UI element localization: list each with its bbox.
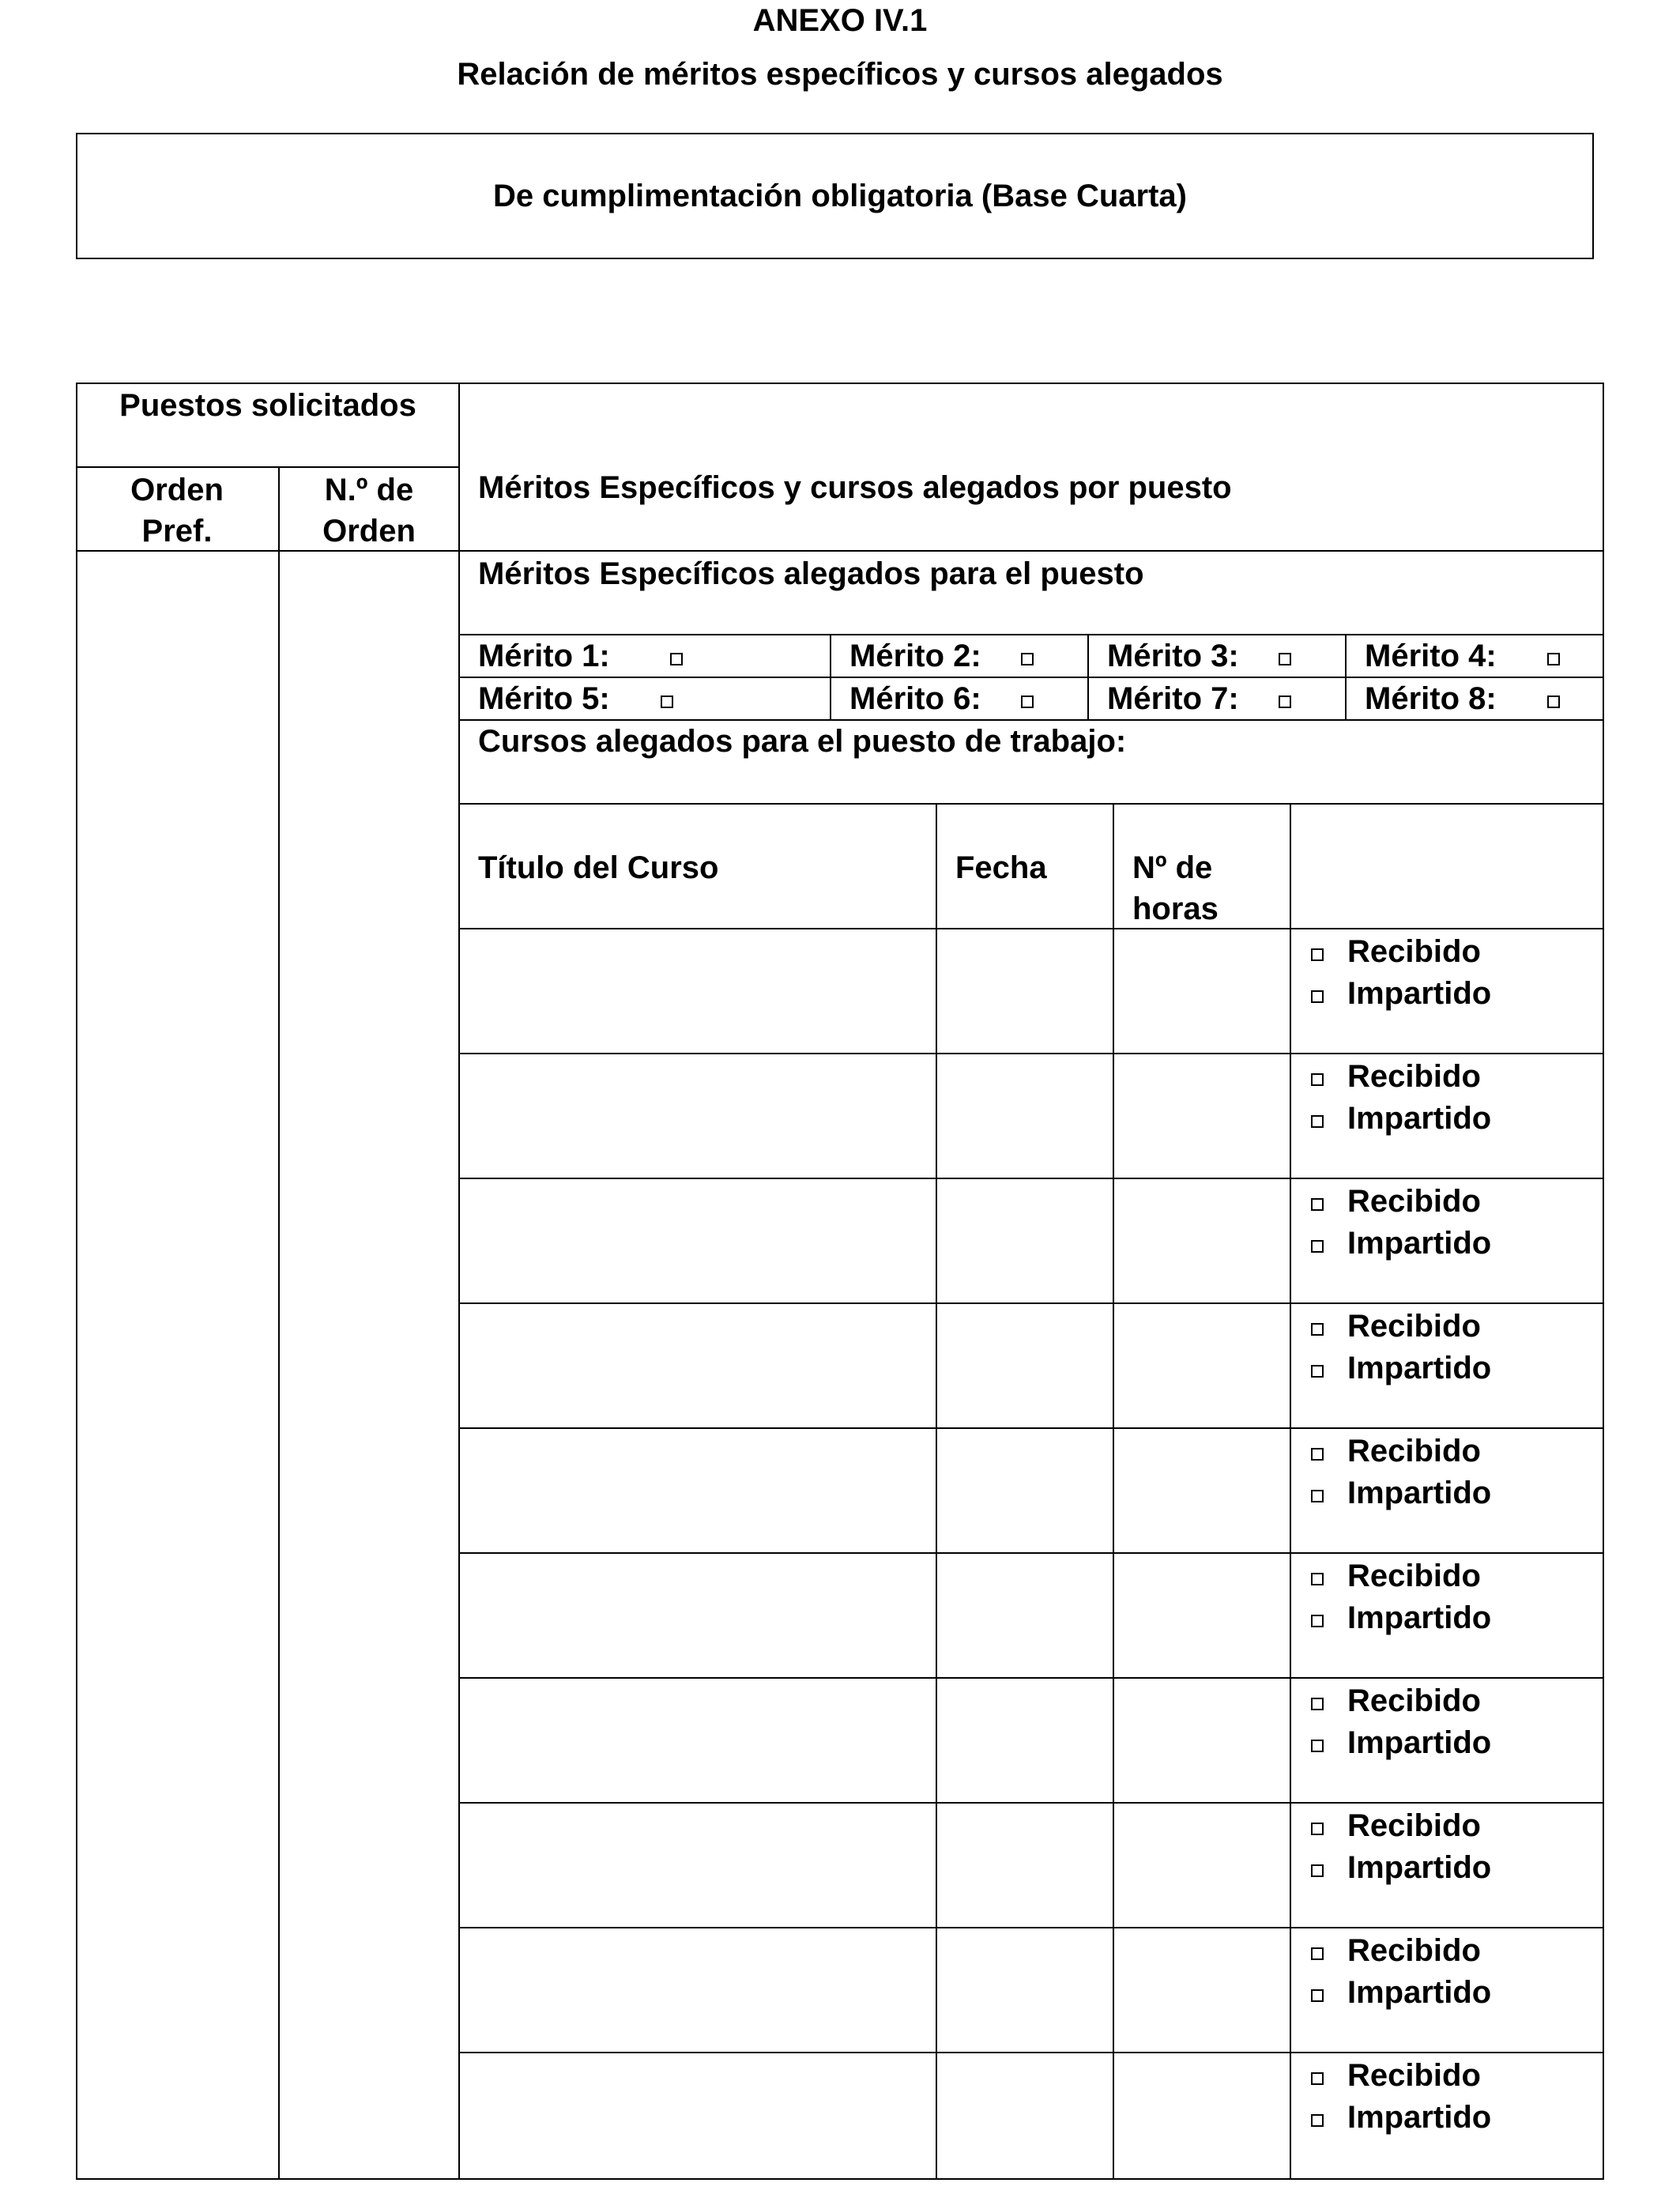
- merit-2-label: Mérito 2:: [849, 639, 981, 673]
- course-hours-header-2: horas: [1132, 892, 1219, 926]
- checkbox-icon: [1311, 1989, 1324, 2002]
- checkbox-icon: [1311, 1323, 1324, 1336]
- merit-6-label: Mérito 6:: [849, 681, 981, 716]
- merit-1-label: Mérito 1:: [478, 639, 610, 673]
- checkbox-icon: [1311, 1365, 1324, 1378]
- merits-header: Méritos Específicos y cursos alegados por puesto: [478, 470, 1232, 505]
- order-pref-label-1: Orden: [130, 473, 224, 507]
- checkbox-icon: [1311, 1740, 1324, 1752]
- merit-4-checkbox[interactable]: [1547, 653, 1560, 665]
- checkbox-icon: [1311, 1615, 1324, 1627]
- checkbox-icon: [1311, 2072, 1324, 2085]
- order-no-label-1: N.º de: [324, 473, 414, 507]
- merit-3-checkbox[interactable]: [1279, 653, 1291, 665]
- courses-section-title: Cursos alegados para el puesto de trabajo:: [478, 724, 1127, 759]
- order-pref-label-2: Pref.: [141, 514, 213, 548]
- merit-6-checkbox[interactable]: [1021, 696, 1034, 708]
- checkbox-icon: [1311, 1573, 1324, 1585]
- document-title: Relación de méritos específicos y cursos alegados: [457, 57, 1223, 92]
- merit-8-checkbox[interactable]: [1547, 696, 1560, 708]
- course-hours-header-1: Nº de: [1132, 850, 1213, 885]
- checkbox-icon: [1311, 1823, 1324, 1835]
- checkbox-icon: [1311, 1115, 1324, 1128]
- merit-8-label: Mérito 8:: [1365, 681, 1497, 716]
- positions-header: Puestos solicitados: [119, 388, 416, 423]
- merit-1-checkbox[interactable]: [670, 653, 683, 665]
- checkbox-icon: [1311, 1240, 1324, 1253]
- annex-title: ANEXO IV.1: [752, 3, 928, 38]
- checkbox-icon: [1311, 1864, 1324, 1877]
- checkbox-icon: [1311, 1198, 1324, 1211]
- merit-7-label: Mérito 7:: [1107, 681, 1239, 716]
- checkbox-icon: [1311, 1073, 1324, 1086]
- course-date-header: Fecha: [955, 850, 1047, 885]
- checkbox-icon: [1311, 1448, 1324, 1461]
- order-no-label-2: Orden: [322, 514, 416, 548]
- merit-3-label: Mérito 3:: [1107, 639, 1239, 673]
- merit-5-checkbox[interactable]: [661, 696, 673, 708]
- course-title-header: Título del Curso: [478, 850, 719, 885]
- merit-7-checkbox[interactable]: [1279, 696, 1291, 708]
- merit-2-checkbox[interactable]: [1021, 653, 1034, 665]
- merits-section-title: Méritos Específicos alegados para el puesto: [478, 556, 1144, 591]
- merit-5-label: Mérito 5:: [478, 681, 610, 716]
- checkbox-icon: [1311, 1490, 1324, 1502]
- checkbox-icon: [1311, 990, 1324, 1003]
- notice-text: De cumplimentación obligatoria (Base Cuarta): [493, 179, 1187, 213]
- merit-4-label: Mérito 4:: [1365, 639, 1497, 673]
- checkbox-icon: [1311, 2114, 1324, 2127]
- checkbox-icon: [1311, 948, 1324, 961]
- checkbox-icon: [1311, 1947, 1324, 1960]
- checkbox-icon: [1311, 1698, 1324, 1710]
